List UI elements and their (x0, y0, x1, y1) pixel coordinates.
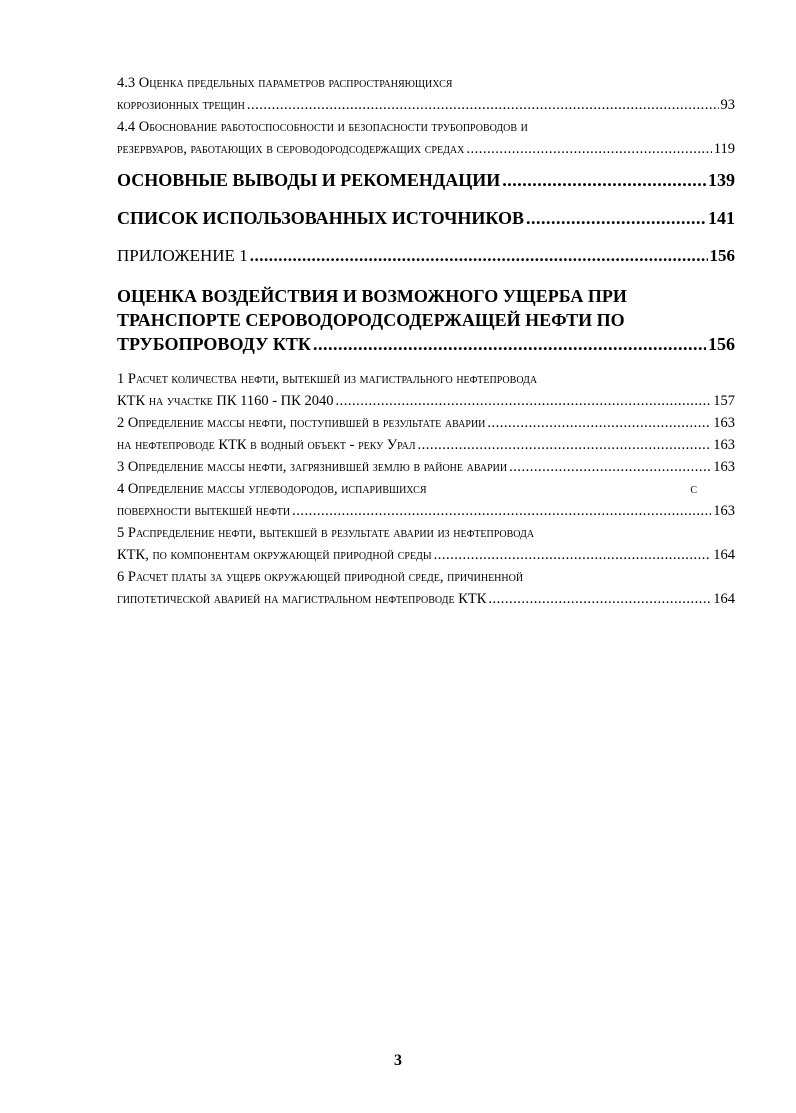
toc-entry-text: 4.4 Обоснование работоспособности и безопасности трубопроводов и (117, 119, 528, 135)
table-of-contents (117, 72, 735, 610)
toc-entry-appendix-1-item-2[interactable] (117, 412, 735, 434)
dot-leader (502, 168, 706, 192)
toc-entry-text: 3 Определение массы нефти, загрязнившей землю в районе аварии (117, 459, 508, 475)
toc-entry-appendix-1-item-4[interactable] (117, 478, 735, 522)
toc-entry-appendix-1-item-3[interactable] (117, 456, 735, 478)
toc-page-number: 163 (713, 459, 735, 475)
toc-entry-text: поверхности вытекшей нефти (117, 503, 291, 519)
toc-entry-text: с (690, 481, 697, 497)
toc-entry-4-4[interactable] (117, 116, 735, 160)
dot-leader (466, 138, 711, 160)
toc-entry-text: резервуаров, работающих в сероводородсодержащих средах (117, 141, 465, 157)
dot-leader (434, 544, 712, 566)
toc-entry-text: ОЦЕНКА ВОЗДЕЙСТВИЯ И ВОЗМОЖНОГО УЩЕРБА ПРИ (117, 286, 627, 306)
dot-leader (487, 412, 711, 434)
toc-entry-text: на нефтепроводе КТК в водный объект - реку Урал (117, 437, 416, 453)
toc-entry-text: коррозионных трещин (117, 97, 245, 113)
toc-entry-text: 4.3 Оценка предельных параметров распространяющихся (117, 75, 453, 91)
toc-entry-text: ТРАНСПОРТЕ СЕРОВОДОРОДСОДЕРЖАЩЕЙ НЕФТИ ПО (117, 310, 625, 330)
toc-page-number: 163 (713, 437, 735, 453)
toc-page-number: 156 (708, 334, 735, 354)
toc-entry-text: КТК на участке ПК 1160 - ПК 2040 (117, 393, 334, 409)
toc-entry-text: СПИСОК ИСПОЛЬЗОВАННЫХ ИСТОЧНИКОВ (117, 208, 524, 228)
dot-leader (417, 434, 711, 456)
toc-page-number: 163 (713, 503, 735, 519)
toc-page-number: 157 (713, 393, 735, 409)
dot-leader (313, 332, 706, 356)
dot-leader (488, 588, 711, 610)
toc-page-number: 141 (708, 208, 735, 228)
toc-page-number: 164 (713, 591, 735, 607)
page-number: 3 (394, 1052, 402, 1069)
toc-entry-text: 6 Расчет платы за ущерб окружающей природной среде, причиненной (117, 569, 524, 585)
dot-leader (292, 500, 711, 522)
toc-entry-text: КТК, по компонентам окружающей природной среды (117, 547, 432, 563)
toc-entry-4-3[interactable] (117, 72, 735, 116)
toc-entry-text: 1 Расчет количества нефти, вытекшей из магистрального нефтепровода (117, 371, 538, 387)
dot-leader (335, 390, 711, 412)
toc-page-number: 119 (713, 141, 735, 157)
toc-entry-text: гипотетической аварией на магистральном нефтепроводе КТК (117, 591, 487, 607)
toc-entry-text: 4 Определение массы углеводородов, испарившихся (117, 481, 427, 497)
toc-page-number: 163 (713, 415, 735, 431)
dot-leader (526, 206, 706, 230)
toc-entry-conclusions[interactable] (117, 168, 735, 192)
toc-entry-references[interactable] (117, 206, 735, 230)
toc-entry-appendix-1-item-5[interactable] (117, 522, 735, 566)
toc-page-number: 93 (720, 97, 735, 113)
dot-leader (509, 456, 711, 478)
toc-page-number: 156 (709, 246, 735, 265)
toc-entry-appendix-1-item-6[interactable] (117, 566, 735, 610)
toc-page-number: 164 (713, 547, 735, 563)
toc-entry-text: ТРУБОПРОВОДУ КТК (117, 334, 311, 354)
toc-entry-text: 2 Определение массы нефти, поступившей в результате аварии (117, 415, 486, 431)
toc-entry-assessment[interactable] (117, 284, 735, 356)
toc-entry-text: ПРИЛОЖЕНИЕ 1 (117, 246, 248, 265)
toc-entry-appendix-1-item-2-cont[interactable] (117, 434, 735, 456)
toc-entry-appendix-1[interactable] (117, 244, 735, 268)
toc-entry-text: ОСНОВНЫЕ ВЫВОДЫ И РЕКОМЕНДАЦИИ (117, 170, 501, 190)
toc-entry-text: 5 Распределение нефти, вытекшей в результате аварии из нефтепровода (117, 525, 535, 541)
toc-entry-appendix-1-item-1[interactable] (117, 368, 735, 412)
dot-leader (250, 244, 708, 268)
dot-leader (247, 94, 719, 116)
toc-page-number: 139 (708, 170, 735, 190)
